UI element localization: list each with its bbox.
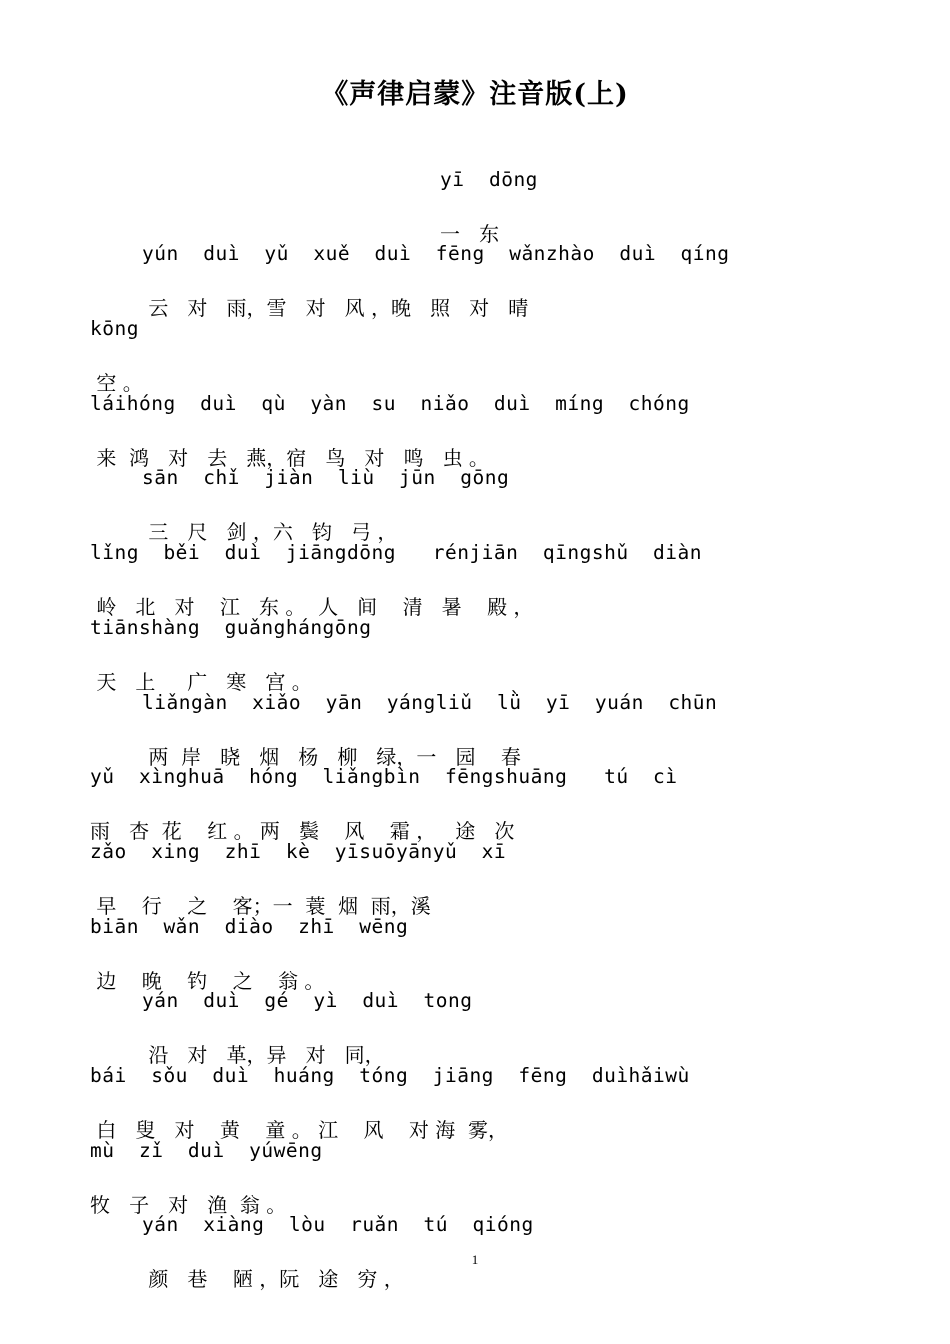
pinyin-row: bái sǒu duì huáng tóng jiāng fēng duìhǎiwù (90, 1064, 690, 1087)
pinyin-row: yán duì gé yì duì tong (142, 989, 473, 1012)
hanzi-row: 牧 子 对 渔 翁 。 (90, 1193, 287, 1217)
pinyin-row: biān wǎn diào zhī wēng (90, 915, 409, 938)
hanzi-row: 早 行 之 客；一 蓑 烟 雨，溪 (90, 894, 431, 918)
pinyin-row: kōng (90, 317, 139, 340)
hanzi-row: 边 晚 钓 之 翁 。 (90, 969, 325, 993)
hanzi-row: 沿 对 革，异 对 同， (142, 1043, 385, 1067)
hanzi-row: 空 。 (90, 371, 143, 395)
hanzi-row: 岭 北 对 江 东 。 人 间 清 暑 殿 ， (90, 595, 534, 619)
pinyin-row: tiānshàng guǎnghángōng (90, 616, 372, 639)
hanzi-row: 来 鸿 对 去 燕，宿 鸟 对 鸣 虫 。 (90, 446, 489, 470)
verse-line (142, 212, 730, 334)
hanzi-row: 云 对 雨，雪 对 风 ，晚 照 对 晴 (142, 296, 529, 320)
page-number: 1 (471, 1252, 479, 1267)
hanzi-row: 两 岸 晓 烟 杨 柳 绿，一 园 春 (142, 745, 521, 769)
pinyin-row: yī dōng (440, 168, 538, 191)
hanzi-row: 白 叟 对 黄 童 。 江 风 对 海 雾， (90, 1118, 509, 1142)
page-title: 《声律启蒙》注音版(上) (321, 79, 629, 110)
pinyin-row: yún duì yǔ xuě duì fēng wǎnzhào duì qíng (142, 242, 730, 265)
hanzi-row: 三 尺 剑 ，六 钧 弓 ， (142, 520, 398, 544)
pinyin-row: sān chǐ jiàn liù jūn gōng (142, 466, 510, 489)
hanzi-row: 一 东 (440, 222, 500, 246)
pinyin-row: mù zǐ duì yúwēng (90, 1139, 323, 1162)
hanzi-row: 雨 杏 花 红 。 两 鬓 风 霜 ， 途 次 (90, 819, 515, 843)
verse-line (142, 1183, 534, 1305)
pinyin-row: liǎngàn xiǎo yān yángliǔ lǜ yī yuán chūn (142, 691, 718, 714)
pinyin-row: yán xiàng lòu ruǎn tú qióng (142, 1213, 534, 1236)
hanzi-row: 天 上 广 寒 宫 。 (90, 670, 312, 694)
pinyin-row: yǔ xìnghuā hóng liǎngbìn fēngshuāng tú cì (90, 765, 678, 788)
hanzi-row: 颜 巷 陋 ，阮 途 穷 ， (142, 1267, 404, 1291)
pinyin-row: zǎo xing zhī kè yīsuōyānyǔ xī (90, 840, 507, 863)
pinyin-row: lǐng běi duì jiāngdōng rénjiān qīngshǔ diàn (90, 541, 702, 564)
pinyin-row: láihóng duì qù yàn su niǎo duì míng chóng (90, 392, 690, 415)
